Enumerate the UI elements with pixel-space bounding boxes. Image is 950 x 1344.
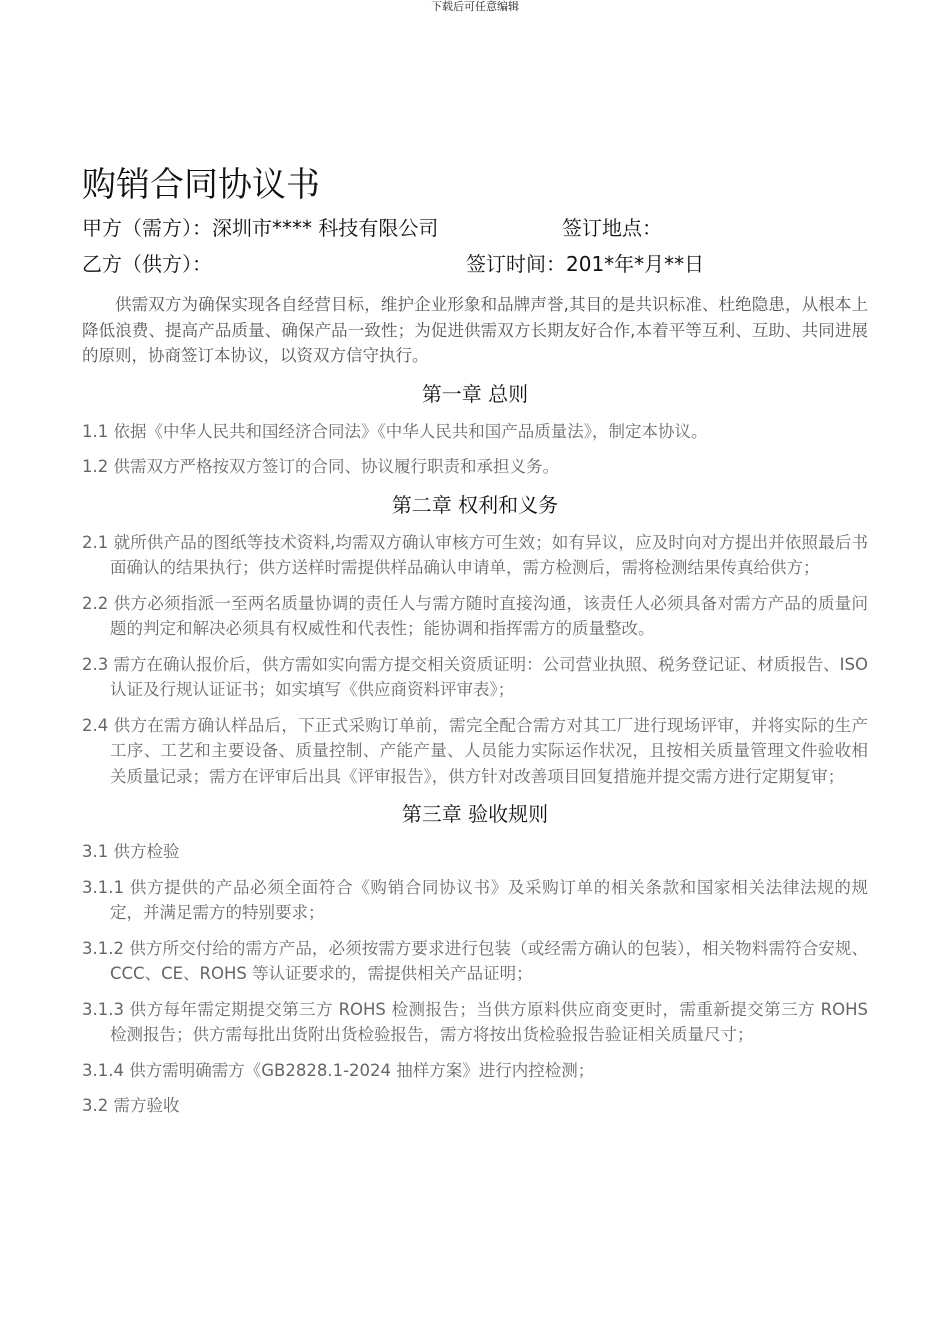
chapter-2-title: 第二章 权利和义务 xyxy=(391,492,559,517)
clause-2-2: 2.2 供方必须指派一至两名质量协调的责任人与需方随时直接沟通，该责任人必须具备对需方产品的质量问题的判定和解决必须具有权威性和代表性；能协调和指挥需方的质量整改。 xyxy=(82,593,868,638)
chapter-1-title: 第一章 总则 xyxy=(421,381,529,406)
party-a-label: 甲方（需方）：深圳市**** 科技有限公司 xyxy=(82,216,439,240)
clause-3-1-1: 3.1.1 供方提供的产品必须全面符合《购销合同协议书》及采购订单的相关条款和国家相关法律法规的规定，并满足需方的特别要求； xyxy=(82,877,868,922)
document-title: 购销合同协议书 xyxy=(82,165,320,205)
clause-1-2: 1.2 供需双方严格按双方签订的合同、协议履行职责和承担义务。 xyxy=(82,457,559,476)
clause-2-1: 2.1 就所供产品的图纸等技术资料,均需双方确认审核方可生效；如有异议，应及时向对方提出并依照最后书面确认的结果执行；供方送样时需提供样品确认申请单，需方检测后，需将检测结果传真给供方； xyxy=(82,532,868,577)
party-a-row xyxy=(82,210,868,246)
clause-3-1-4: 3.1.4 供方需明确需方《GB2828.1-2024 抽样方案》进行内控检测； xyxy=(82,1060,595,1080)
intro-paragraph: 供需双方为确保实现各自经营目标，维护企业形象和品牌声誉,其目的是共识标准、杜绝隐患，从根本上降低浪费、提高产品质量、确保产品一致性；为促进供需双方长期友好合作,本着平等互利、互助、共同进展的原则，协商签订本协议，以资双方信守执行。 xyxy=(82,295,868,365)
party-b-label: 乙方（供方）： xyxy=(82,252,212,276)
party-b-row xyxy=(82,246,868,282)
clause-1-1: 1.1 依据《中华人民共和国经济合同法》《中华人民共和国产品质量法》，制定本协议。 xyxy=(82,421,708,441)
clause-3-1-2: 3.1.2 供方所交付给的需方产品，必须按需方要求进行包装（或经需方确认的包装），相关物料需符合安规、CCC、CE、ROHS 等认证要求的，需提供相关产品证明； xyxy=(82,938,868,983)
clause-3-2: 3.2 需方验收 xyxy=(82,1096,180,1115)
clause-2-3: 2.3 需方在确认报价后，供方需如实向需方提交相关资质证明：公司营业执照、税务登记证、材质报告、ISO 认证及行规认证证书；如实填写《供应商资料评审表》； xyxy=(82,654,868,699)
chapter-3-title: 第三章 验收规则 xyxy=(401,802,549,826)
document-body xyxy=(82,160,868,1129)
sign-place: 签订地点： xyxy=(562,216,662,240)
clause-3-1-3: 3.1.3 供方每年需定期提交第三方 ROHS 检测报告；当供方原料供应商变更时，需重新提交第三方 ROHS 检测报告；供方需每批出货附出货检验报告，需方将按出货检验报告验证相关质量尺寸； xyxy=(82,999,868,1044)
sign-time: 签订时间：201*年*月**日 xyxy=(466,252,705,276)
clause-2-4: 2.4 供方在需方确认样品后，下正式采购订单前，需完全配合需方对其工厂进行现场评审，并将实际的生产工序、工艺和主要设备、质量控制、产能产量、人员能力实际运作状况，且按相关质量管理文件验收相关质量记录；需方在评审后出具《评审报告》，供方针对改善项目回复措施并提交需方进行定期复审； xyxy=(82,715,868,786)
clause-3-1: 3.1 供方检验 xyxy=(82,842,180,861)
header-note: 下载后可任意编辑 xyxy=(431,0,519,13)
